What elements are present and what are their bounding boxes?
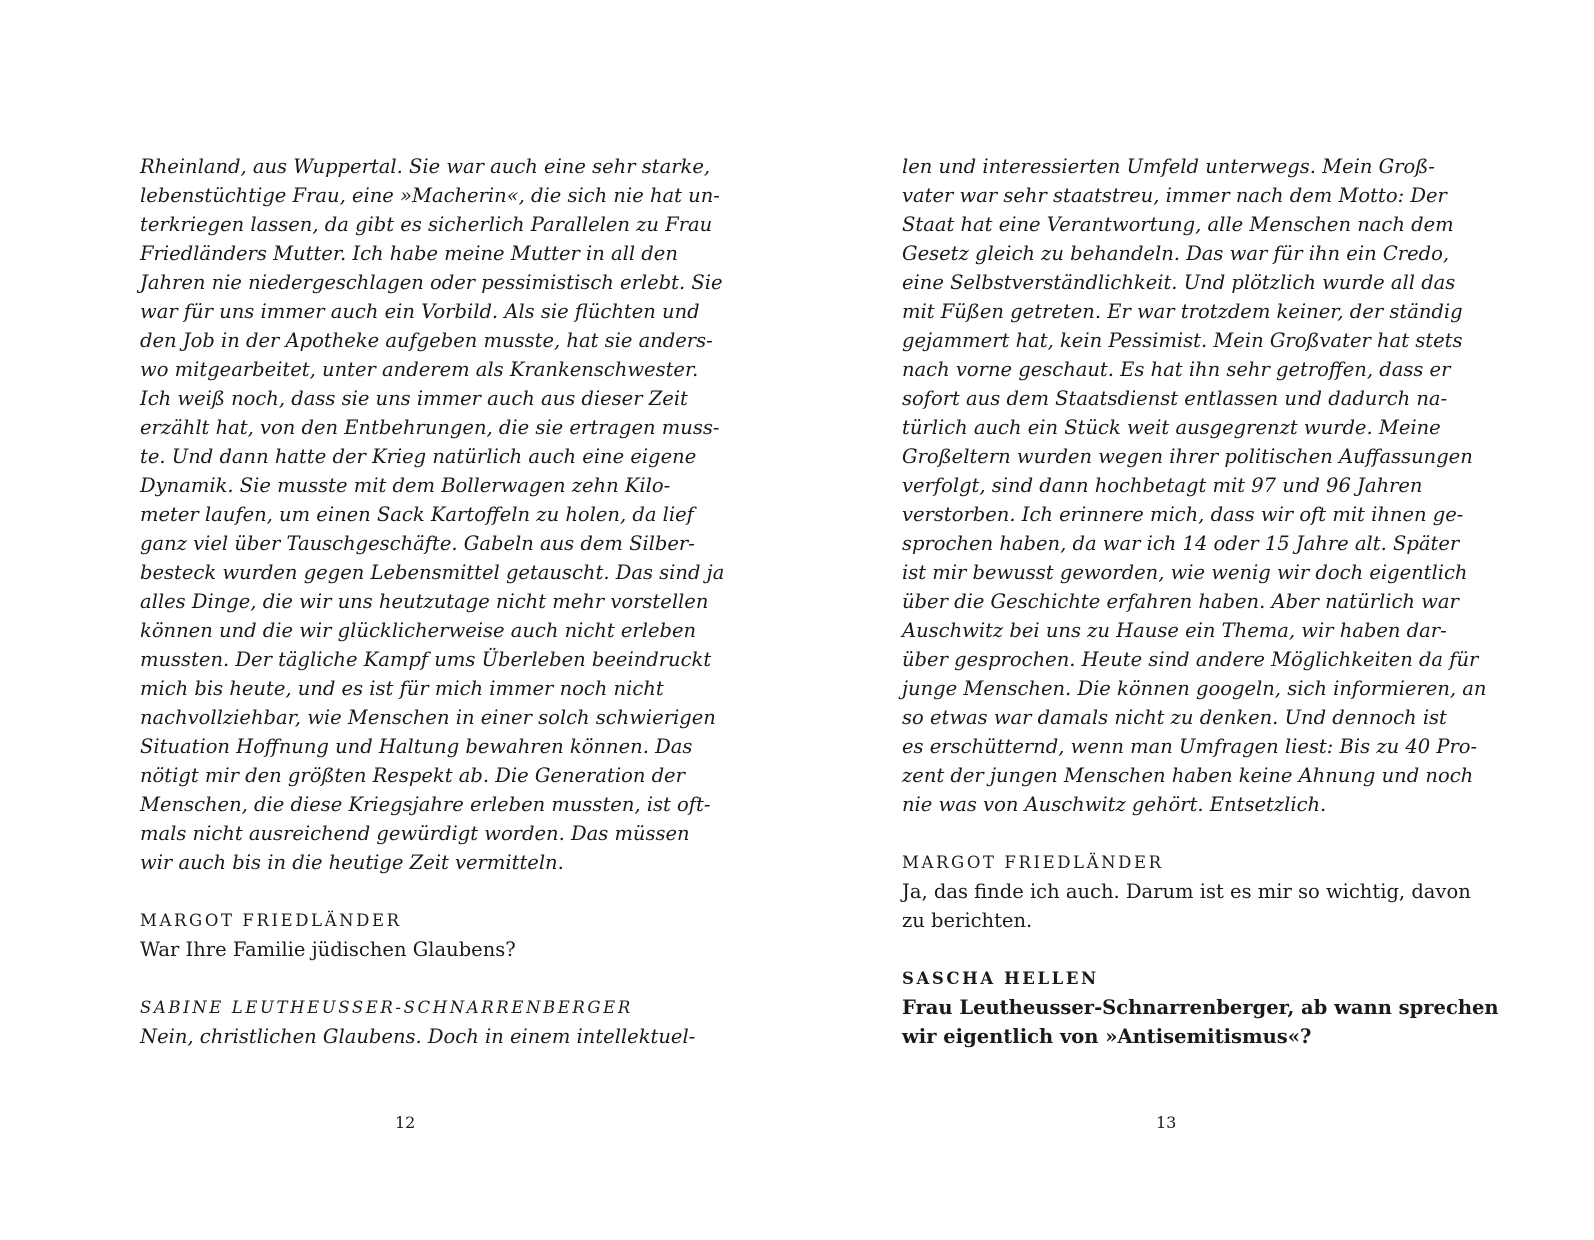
speaker-name: SASCHA HELLEN <box>902 969 1099 988</box>
text-line: ganz viel über Tauschgeschäfte. Gabeln aus dem Silber- <box>140 532 695 555</box>
text-line: sofort aus dem Staatsdienst entlassen und dadurch na- <box>902 387 1448 410</box>
text-line: Menschen, die diese Kriegsjahre erleben mussten, ist oft- <box>140 793 711 816</box>
speaker-name: MARGOT FRIEDLÄNDER <box>902 853 1164 872</box>
text-line: ist mir bewusst geworden, wie wenig wir doch eigentlich <box>902 561 1468 584</box>
text-line: Großeltern wurden wegen ihrer politischen Auffassungen <box>902 445 1473 468</box>
text-line: Auschwitz bei uns zu Hause ein Thema, wir haben dar- <box>902 619 1447 642</box>
text-line: nie was von Auschwitz gehört. Entsetzlich. <box>902 793 1327 816</box>
speaker-name: SABINE LEUTHEUSSER-SCHNARRENBERGER <box>140 998 633 1017</box>
text-line: wir auch bis in die heutige Zeit vermitteln. <box>140 851 564 874</box>
paragraph-gap <box>140 964 700 993</box>
text-line: Staat hat eine Verantwortung, alle Menschen nach dem <box>902 213 1454 236</box>
text-line: Rheinland, aus Wuppertal. Sie war auch eine sehr starke, <box>140 155 711 178</box>
text-line: erzählt hat, von den Entbehrungen, die sie ertragen muss- <box>140 416 720 439</box>
question-line: Frau Leutheusser-Schnarrenberger, ab wann sprechen <box>902 996 1499 1019</box>
dialogue-line: Ja, das finde ich auch. Darum ist es mir so wichtig, davon <box>902 880 1471 903</box>
text-line: nachvollziehbar, wie Menschen in einer solch schwierigen <box>140 706 716 729</box>
text-line: so etwas war damals nicht zu denken. Und dennoch ist <box>902 706 1447 729</box>
paragraph-gap <box>902 935 1462 964</box>
dialogue-line: Nein, christlichen Glaubens. Doch in einem intellektuel- <box>140 1025 696 1048</box>
text-line: eine Selbstverständlichkeit. Und plötzlich wurde all das <box>902 271 1456 294</box>
text-line: Gesetz gleich zu behandeln. Das war für ihn ein Credo, <box>902 242 1450 265</box>
text-line: mich bis heute, und es ist für mich immer noch nicht <box>140 677 664 700</box>
question-line: wir eigentlich von »Antisemitismus«? <box>902 1025 1312 1048</box>
right-page <box>797 0 1594 1240</box>
text-line: mussten. Der tägliche Kampf ums Überleben beeindruckt <box>140 648 712 671</box>
text-line: Dynamik. Sie musste mit dem Bollerwagen zehn Kilo- <box>140 474 671 497</box>
text-line: len und interessierten Umfeld unterwegs. Mein Groß- <box>902 155 1435 178</box>
text-line: Friedländers Mutter. Ich habe meine Mutter in all den <box>140 242 678 265</box>
text-line: können und die wir glücklicherweise auch nicht erleben <box>140 619 697 642</box>
text-line: alles Dinge, die wir uns heutzutage nicht mehr vorstellen <box>140 590 709 613</box>
left-paragraph-leutheusser <box>140 152 725 877</box>
left-page-text <box>140 152 725 1051</box>
text-line: mals nicht ausreichend gewürdigt worden. Das müssen <box>140 822 690 845</box>
text-line: türlich auch ein Stück weit ausgegrenzt wurde. Meine <box>902 416 1441 439</box>
text-line: über die Geschichte erfahren haben. Aber natürlich war <box>902 590 1459 613</box>
paragraph-gap <box>140 877 700 906</box>
text-line: sprochen haben, da war ich 14 oder 15 Jahre alt. Später <box>902 532 1460 555</box>
text-line: junge Menschen. Die können googeln, sich informieren, an <box>902 677 1487 700</box>
text-line: nötigt mir den größten Respekt ab. Die Generation der <box>140 764 685 787</box>
text-line: terkriegen lassen, da gibt es sicherlich Parallelen zu Frau <box>140 213 713 236</box>
text-line: besteck wurden gegen Lebensmittel getauscht. Das sind ja <box>140 561 725 584</box>
speaker-name: MARGOT FRIEDLÄNDER <box>140 911 402 930</box>
text-line: verstorben. Ich erinnere mich, dass wir oft mit ihnen ge- <box>902 503 1464 526</box>
text-line: es erschütternd, wenn man Umfragen liest: Bis zu 40 Pro- <box>902 735 1478 758</box>
text-line: nach vorne geschaut. Es hat ihn sehr getroffen, dass er <box>902 358 1451 381</box>
text-line: wo mitgearbeitet, unter anderem als Krankenschwester. <box>140 358 699 381</box>
text-line: Jahren nie niedergeschlagen oder pessimistisch erlebt. Sie <box>140 271 723 294</box>
paragraph-gap <box>902 819 1462 848</box>
page-number: 13 <box>1156 1113 1177 1132</box>
text-line: den Job in der Apotheke aufgeben musste, hat sie anders- <box>140 329 713 352</box>
right-paragraph-leutheusser <box>902 152 1487 819</box>
page-number: 12 <box>395 1113 416 1132</box>
dialogue-line: War Ihre Familie jüdischen Glaubens? <box>140 938 516 961</box>
dialogue-line: zu berichten. <box>902 909 1033 932</box>
text-line: zent der jungen Menschen haben keine Ahnung und noch <box>902 764 1474 787</box>
text-line: lebenstüchtige Frau, eine »Macherin«, die sich nie hat un- <box>140 184 720 207</box>
text-line: war für uns immer auch ein Vorbild. Als sie flüchten und <box>140 300 700 323</box>
text-line: verfolgt, sind dann hochbetagt mit 97 und 96 Jahren <box>902 474 1423 497</box>
text-line: Situation Hoffnung und Haltung bewahren können. Das <box>140 735 693 758</box>
text-line: vater war sehr staatstreu, immer nach dem Motto: Der <box>902 184 1447 207</box>
right-page-text <box>902 152 1499 1051</box>
text-line: Ich weiß noch, dass sie uns immer auch aus dieser Zeit <box>140 387 688 410</box>
text-line: meter laufen, um einen Sack Kartoffeln zu holen, da lief <box>140 503 694 526</box>
text-line: te. Und dann hatte der Krieg natürlich auch eine eigene <box>140 445 697 468</box>
text-line: mit Füßen getreten. Er war trotzdem keiner, der ständig <box>902 300 1463 323</box>
text-line: gejammert hat, kein Pessimist. Mein Großvater hat stets <box>902 329 1463 352</box>
text-line: über gesprochen. Heute sind andere Möglichkeiten da für <box>902 648 1479 671</box>
